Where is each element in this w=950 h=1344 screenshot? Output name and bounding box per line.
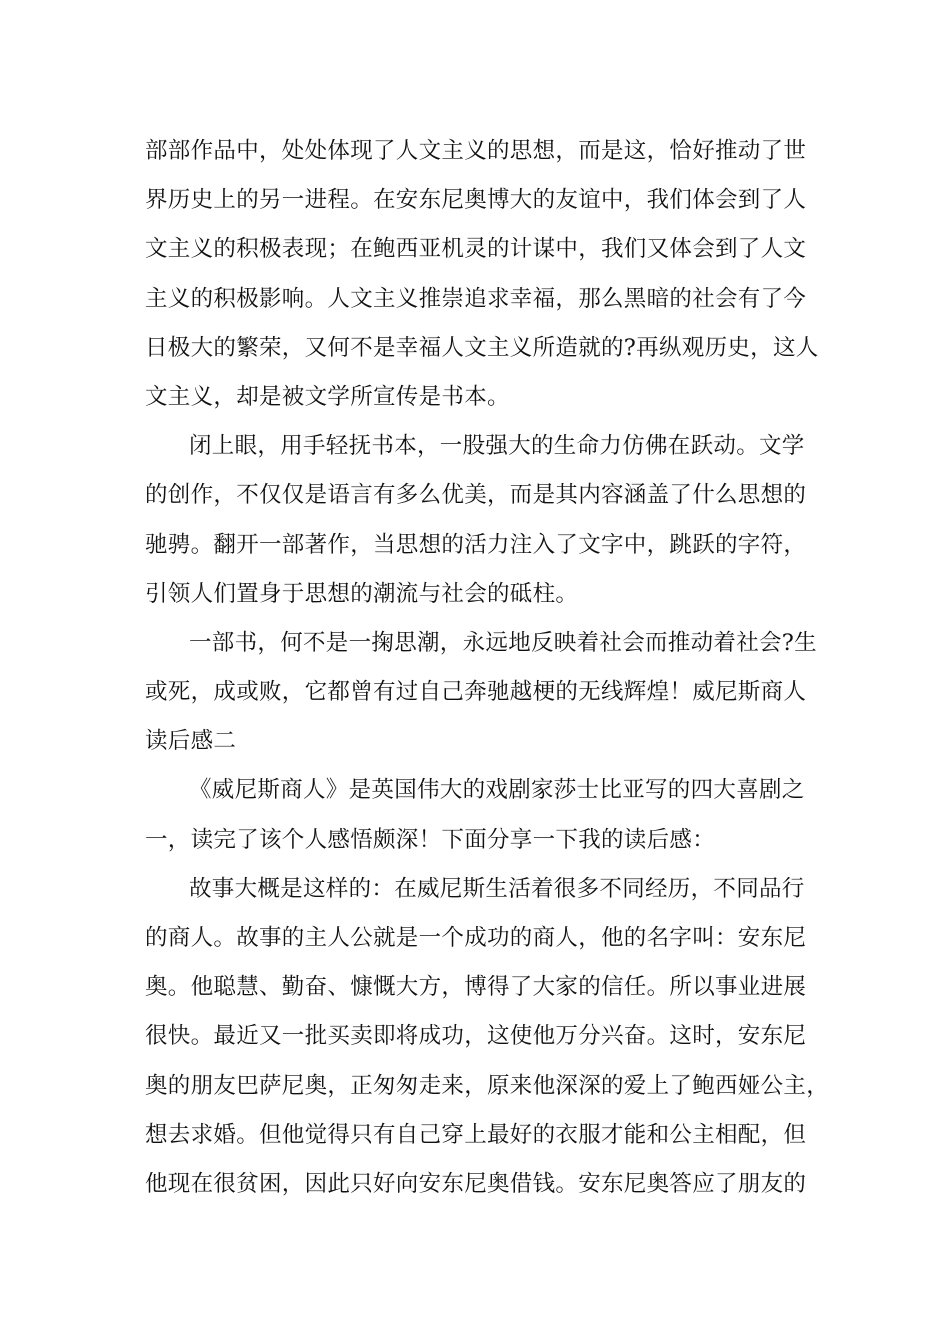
text-line: 一，读完了该个人感悟颇深！下面分享一下我的读后感： [145,826,716,853]
text-line: 驰骋。翻开一部著作，当思想的活力注入了文字中，跳跃的字符， [145,531,807,558]
text-line: 主义的积极影响。人文主义推崇追求幸福，那么黑暗的社会有了今 [145,285,807,312]
paragraph-5 [145,865,830,1209]
text-line: 《威尼斯商人》是英国伟大的戏剧家莎士比亚写的四大喜剧之 [189,777,805,804]
text-line: 奥的朋友巴萨尼奥，正匆匆走来，原来他深深的爱上了鲍西娅公主， [145,1072,830,1099]
text-line: 日极大的繁荣，又何不是幸福人文主义所造就的?再纵观历史，这人 [145,334,819,361]
text-line: 的商人。故事的主人公就是一个成功的商人，他的名字叫：安东尼 [145,925,807,951]
text-line: 的创作，不仅仅是语言有多么优美，而是其内容涵盖了什么思想的 [145,482,807,509]
paragraph-2 [145,422,810,619]
text-line: 文主义，却是被文学所宣传是书本。 [145,383,510,410]
paragraph-1 [145,127,819,422]
paragraph-4 [145,766,810,864]
text-line: 引领人们置身于思想的潮流与社会的砥柱。 [145,580,579,607]
text-line: 读后感二 [145,728,237,755]
text-line: 他现在很贫困，因此只好向安东尼奥借钱。安东尼奥答应了朋友的 [145,1170,807,1197]
text-line: 或死，成或败，它都曾有过自己奔驰越梗的无线辉煌！威尼斯商人 [145,679,807,706]
text-line: 很快。最近又一批买卖即将成功，这使他万分兴奋。这时，安东尼 [145,1023,807,1050]
text-line: 奥。他聪慧、勤奋、慷慨大方，博得了大家的信任。所以事业进展 [145,974,807,1001]
text-line: 闭上眼，用手轻抚书本，一股强大的生命力仿佛在跃动。文学 [189,433,805,460]
document-body [145,127,830,1209]
text-line: 一部书，何不是一掬思潮，永远地反映着社会而推动着社会?生 [189,629,817,656]
text-line: 界历史上的另一进程。在安东尼奥博大的友谊中，我们体会到了人 [145,187,807,214]
text-line: 部部作品中，处处体现了人文主义的思想，而是这，恰好推动了世 [145,138,807,164]
text-line: 文主义的积极表现；在鲍西亚机灵的计谋中，我们又体会到了人文 [145,236,807,263]
text-line: 想去求婚。但他觉得只有自己穿上最好的衣服才能和公主相配，但 [145,1121,807,1148]
paragraph-3 [145,619,817,767]
text-line: 故事大概是这样的：在威尼斯生活着很多不同经历，不同品行 [189,875,805,902]
